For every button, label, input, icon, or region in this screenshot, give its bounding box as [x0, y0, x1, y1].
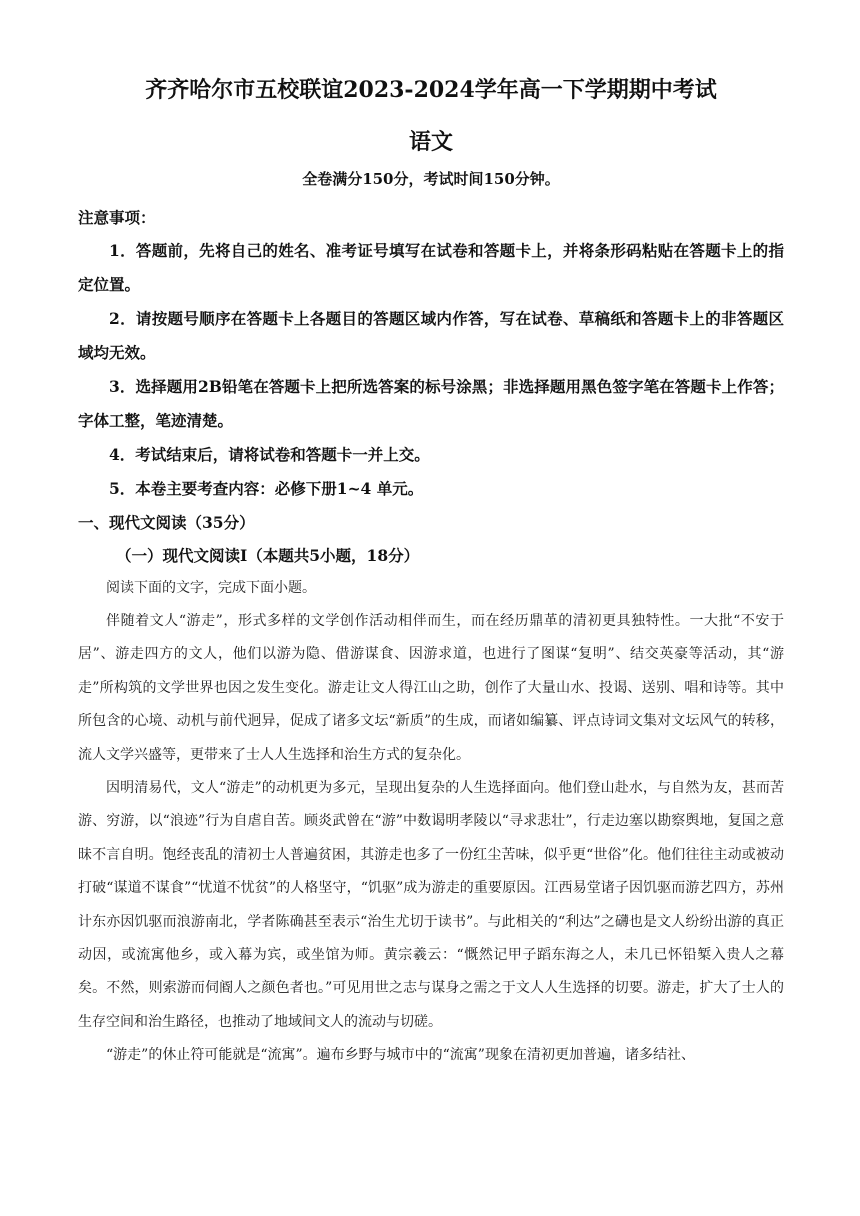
notice-item-1: 1．答题前，先将自己的姓名、准考证号填写在试卷和答题卡上，并将条形码粘贴在答题卡上的指定位置。	[78, 241, 784, 294]
exam-title: 齐齐哈尔市五校联谊2023-2024学年高一下学期期中考试	[145, 77, 717, 103]
section-heading: 一、现代文阅读（35分）	[78, 513, 255, 532]
exam-page	[78, 70, 784, 1073]
passage-paragraph-2: 因明清易代，文人“游走”的动机更为多元，呈现出复杂的人生选择面向。他们登山赴水，与自然为友，甚而苦游、穷游，以“浪迹”行为自虐自苦。顾炎武曾在“游”中数谒明孝陵以“寻求悲壮”，行走边塞以勘察舆地，复国之意昧不言自明。饱经丧乱的清初士人普遍贫困，其游走也多了一份红尘苦味，似乎更“世俗”化。他们往往主动或被动打破“谋道不谋食”“忧道不忧贫”的人格坚守，“饥驱”成为游走的重要原因。江西易堂诸子因饥驱而游艺四方，苏州计东亦因饥驱而浪游南北，学者陈确甚至表示“治生尤切于读书”。与此相关的“利达”之礴也是文人纷纷出游的真正动因，或流寓他乡，或入幕为宾，或坐馆为师。黄宗羲云：“慨然记甲子蹈东海之人，未几已怀铅椠入贵人之幕矣。不然，则索游而伺阍人之颜色者也。”可见用世之志与谋身之需之于文人人生选择的切要。游走，扩大了士人的生存空间和治生路径，也推动了地域间文人的流动与切磋。	[78, 780, 784, 1030]
score-time-line: 全卷满分150分，考试时间150分钟。	[302, 170, 560, 188]
reading-instruction: 阅读下面的文字，完成下面小题。	[106, 580, 316, 596]
subject-title: 语文	[408, 129, 453, 155]
subsection-heading: （一）现代文阅读Ⅰ（本题共5小题，18分）	[116, 546, 420, 565]
notice-item-2: 2．请按题号顺序在答题卡上各题目的答题区域内作答，写在试卷、草稿纸和答题卡上的非答题区域均无效。	[78, 309, 784, 362]
passage-paragraph-1: 伴随着文人“游走”，形式多样的文学创作活动相伴而生，而在经历鼎革的清初更具独特性。一大批“不安于居”、游走四方的文人，他们以游为隐、借游谋食、因游求道，也进行了图谋“复明”、结交英豪等活动，其“游走”所构筑的文学世界也因之发生变化。游走让文人得江山之助，创作了大量山水、投谒、送别、唱和诗等。其中所包含的心境、动机与前代迥异，促成了诸多文坛“新质”的生成，而诸如编纂、评点诗词文集对文坛风气的转移，流人文学兴盛等，更带来了士人人生选择和治生方式的复杂化。	[78, 613, 784, 763]
passage-paragraph-3: “游走”的休止符可能就是“流寓”。遍布乡野与城市中的“流寓”现象在清初更加普遍，诸多结社、	[106, 1047, 695, 1064]
notice-item-5: 5．本卷主要考查内容：必修下册1~4 单元。	[109, 479, 424, 498]
notice-item-4: 4．考试结束后，请将试卷和答题卡一并上交。	[109, 445, 430, 464]
notice-heading: 注意事项：	[78, 208, 156, 227]
notice-item-3: 3．选择题用2B铅笔在答题卡上把所选答案的标号涂黑；非选择题用黑色签字笔在答题卡上作答；字体工整，笔迹清楚。	[78, 377, 784, 430]
